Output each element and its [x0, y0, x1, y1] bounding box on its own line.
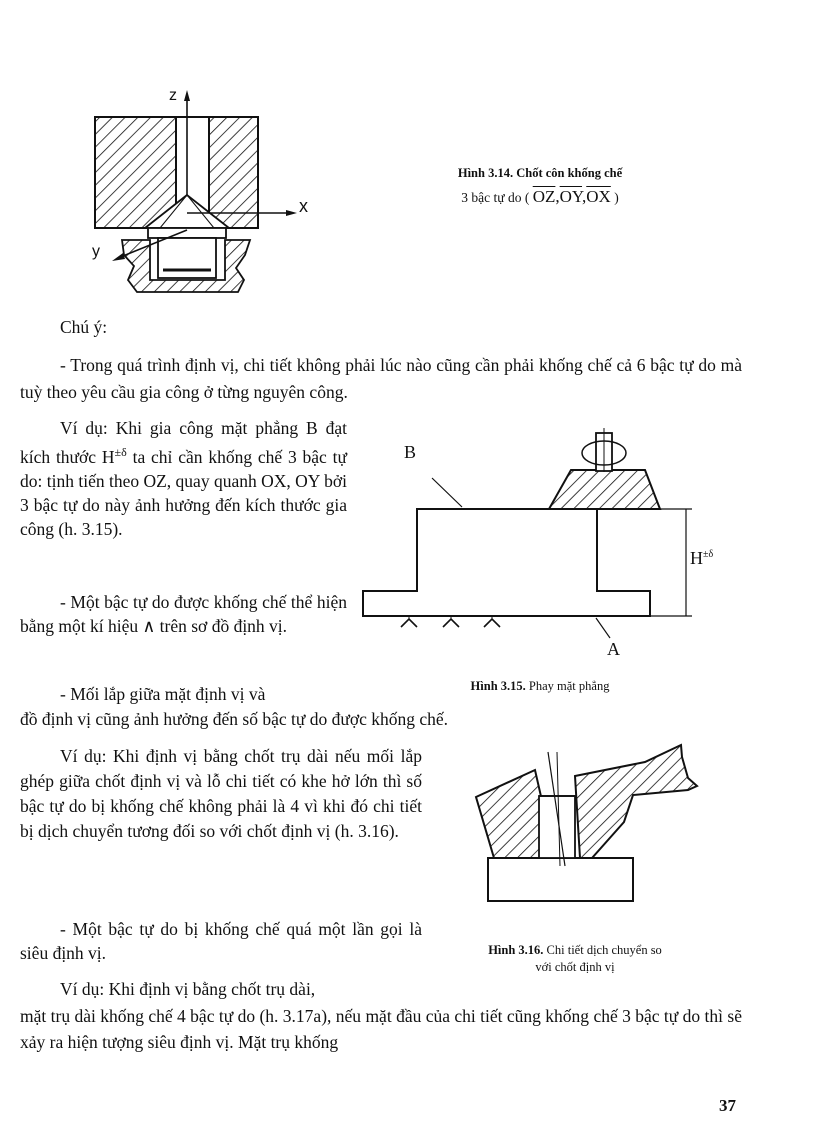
note-paragraph-3-line1: - Mối lắp giữa mặt định vị và — [60, 684, 266, 704]
figure-3-14-caption: Hình 3.14. Chốt côn khống chế 3 bậc tự do ( $\overline{OZ},\overline{OY},\overline{OX}$ ) — [457, 166, 623, 206]
note-paragraph-4: - Một bậc tự do bị khống chế quá một lần gọi là siêu định vị. — [20, 919, 422, 963]
example-paragraph-3-line1: Ví dụ: Khi định vị bằng chốt trụ dài, — [60, 979, 316, 999]
caption-text: Chi tiết dịch chuyển so — [543, 943, 662, 957]
label-surface-a: A — [607, 639, 620, 659]
axis-label-x: x — [299, 196, 308, 216]
caption-suffix: ) — [614, 190, 619, 205]
figure-3-16-caption — [430, 943, 720, 975]
axis-oy: $\overline{OY}$ — [559, 187, 583, 206]
tolerance-superscript: ±δ — [114, 445, 127, 459]
page-number: 37 — [719, 1096, 736, 1115]
example-paragraph-2: Ví dụ: Khi định vị bằng chốt trụ dài nếu mối lắp ghép giữa chốt định vị và lỗ chi tiết có khe hở lớn thì số bậc tự do bị khống chế không phải là 4 vì khi đó chi tiết bị dịch chuyển tương đối so với chốt định vị (h. 3.16). — [20, 746, 422, 841]
example-paragraph-1: Ví dụ: Khi gia công mặt phẳng B đạt kích thước $H^{\pm\delta}$ ta chỉ cần khống chế 3 bậc tự do: tịnh tiến theo OZ, quay quanh OX, OY bởi 3 bậc tự do này ảnh hưởng đến kích thước gia công (h. 3.15). — [20, 418, 347, 539]
caption-line2: với chốt định vị — [535, 960, 615, 974]
axis-label-z: z — [169, 87, 177, 104]
axis-ox: $\overline{OX}$ — [586, 187, 611, 206]
note-title: Chú ý: — [60, 317, 108, 337]
caption-label: Hình 3.16. — [488, 943, 544, 957]
caption-label: Hình 3.14. — [457, 166, 514, 180]
label-dimension-h-sup: ±δ — [703, 549, 714, 560]
caption-text: Chốt côn khống chế — [513, 166, 623, 180]
label-surface-b: B — [404, 442, 417, 462]
note-paragraph-2: - Một bậc tự do được khống chế thể hiện bằng một kí hiệu ∧ trên sơ đồ định vị. — [20, 592, 347, 636]
label-dimension-h: $H^{\pm\delta}$ — [690, 548, 714, 568]
caption-prefix: 3 bậc tự do ( — [461, 190, 530, 205]
note-paragraph-1: - Trong quá trình định vị, chi tiết không phải lúc nào cũng cần phải khống chế cả 6 bậc tự do mà tuỳ theo yêu cầu gia công ở từng nguyên công. — [20, 355, 742, 402]
caption-text: Phay mặt phẳng — [525, 679, 610, 693]
axis-oz: $\overline{OZ}$ — [532, 187, 556, 206]
axis-label-y: y — [92, 243, 100, 260]
caption-label: Hình 3.15. — [470, 679, 526, 693]
example-paragraph-3-rest: mặt trụ dài khống chế 4 bậc tự do (h. 3.17a), nếu mặt đầu của chi tiết cũng khống chế 3 bậc tự do thì sẽ xảy ra hiện tượng siêu định vị. Mặt trụ khống — [20, 1006, 742, 1052]
note-paragraph-3-line2: đồ định vị cũng ảnh hưởng đến số bậc tự do được khống chế. — [20, 709, 448, 729]
